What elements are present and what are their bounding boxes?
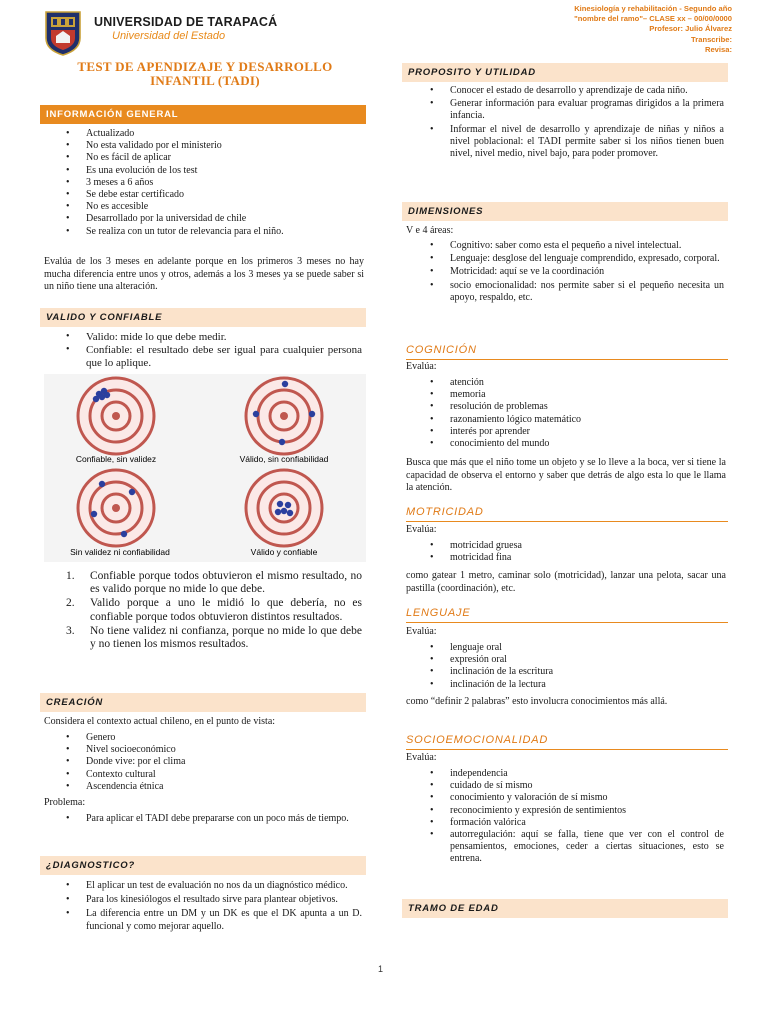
info-general-paragraph: Evalúa de los 3 meses en adelante porque en los primeros 3 meses no hay mucha diferencia entre unos y otros, además a los 3 meses ya se puede saber si un niño tiene una alteración. [44, 256, 364, 292]
dimensiones-list [426, 240, 724, 304]
section-heading-lenguaje: LENGUAJE [406, 607, 728, 623]
list-item: • Motricidad: aquí se ve la coordinación [426, 266, 724, 278]
section-heading-motricidad: MOTRICIDAD [406, 506, 728, 522]
creacion-intro: Considera el contexto actual chileno, en el punto de vista: [44, 716, 276, 727]
list-item: • Para aplicar el TADI debe prepararse con un poco más de tiempo. [62, 813, 362, 825]
list-item: • interés por aprender [426, 426, 724, 438]
transcriber-line: Transcribe: [691, 34, 732, 44]
list-item: • Confiable: el resultado debe ser igual para cualquier persona que lo aplique. [62, 344, 362, 370]
section-heading-diagnostico: ¿DIAGNOSTICO? [40, 856, 366, 875]
list-item: • independencia [426, 768, 724, 780]
motricidad-list [426, 540, 724, 564]
list-item: • motricidad fina [426, 552, 724, 564]
course-line: Kinesiología y rehabilitación - Segundo año [574, 4, 732, 13]
target-valid-not-reliable [246, 378, 322, 454]
list-item: • cuidado de sí mismo [426, 780, 724, 792]
list-item: • Se debe estar certificado [62, 189, 362, 201]
course-info [574, 4, 732, 55]
evalua-label: Evalúa: [406, 524, 437, 535]
list-item: • socio emocionalidad: nos permite saber si el pequeño necesita un apoyo, respaldo, etc. [426, 280, 724, 304]
university-logo-icon [44, 10, 82, 56]
list-item: • El aplicar un test de evaluación no nos da un diagnóstico médico. [62, 880, 362, 892]
list-item: • No esta validado por el ministerio [62, 140, 362, 152]
list-item: • La diferencia entre un DM y un DK es que el DK apunta a un D. funcional y como mejorar aquello. [62, 908, 362, 932]
list-item: • Para los kinesiólogos el resultado sirve para plantear objetivos. [62, 894, 362, 906]
evalua-label: Evalúa: [406, 626, 437, 637]
diagnostico-list [62, 880, 362, 933]
cognicion-list [426, 377, 724, 450]
list-item: • inclinación de la escritura [426, 666, 724, 678]
page-number: 1 [378, 964, 384, 974]
list-item: • Nivel socioeconómico [62, 744, 362, 756]
list-item: • Contexto cultural [62, 769, 362, 781]
figure-label: Sin validez ni confiabilidad [70, 547, 170, 557]
title-line: INFANTIL (TADI) [150, 73, 260, 89]
university-subtitle: Universidad del Estado [112, 30, 226, 42]
section-heading-valido: VALIDO Y CONFIABLE [40, 308, 366, 327]
list-item: • atención [426, 377, 724, 389]
figure-label: Válido y confiable [250, 547, 318, 557]
list-item: • Valido: mide lo que debe medir. [62, 331, 362, 344]
list-item: • motricidad gruesa [426, 540, 724, 552]
numbered-item: 2. Valido porque a uno le midió lo que debería, no es confiable porque todos obtuvieron distintos resultados. [66, 597, 362, 623]
evalua-label: Evalúa: [406, 361, 437, 372]
section-heading-info-general: INFORMACIÓN GENERAL [40, 105, 366, 124]
target-reliable-not-valid [78, 378, 154, 454]
list-item: • expresión oral [426, 654, 724, 666]
course-line: "nombre del ramo"– CLASE xx – 00/00/0000 [574, 14, 732, 24]
lenguaje-paragraph: como “definir 2 palabras” esto involucra conocimientos más allá. [406, 696, 668, 707]
list-item: • razonamiento lógico matemático [426, 414, 724, 426]
problema-list [62, 813, 362, 825]
section-heading-tramo: TRAMO DE EDAD [402, 899, 728, 918]
list-item: • Cognitivo: saber como esta el pequeño a nivel intelectual. [426, 240, 724, 252]
list-item: • inclinación de la lectura [426, 679, 724, 691]
numbered-item: 3. No tiene validez ni confianza, porque no mide lo que debe y no tienen los mismos resultados. [66, 624, 362, 651]
professor-line: Profesor: Julio Álvarez [649, 24, 732, 34]
target-valid-and-reliable [246, 470, 322, 546]
list-item: • autorregulación: aquí se falla, tiene que ver con el control de pensamientos, emociones, ceder a ciertas situaciones, esto se entrena. [426, 829, 724, 866]
dimensiones-intro: V e 4 áreas: [406, 225, 454, 236]
list-item: • Informar el nivel de desarrollo y aprendizaje de niñas y niños a nivel poblacional: el TADI permite saber si los niños tienen buen nivel, nivel medio, nivel bajo, para poder promover. [426, 124, 724, 161]
validity-reliability-figure [44, 374, 366, 562]
list-item: • Es una evolución de los test [62, 165, 362, 177]
list-item: • Desarrollado por la universidad de chile [62, 213, 362, 225]
list-item: • Se realiza con un tutor de relevancia para el niño. [62, 226, 362, 238]
list-item: • Actualizado [62, 128, 362, 140]
list-item: • conocimiento del mundo [426, 438, 724, 450]
list-item: • formación valórica [426, 817, 724, 829]
list-item: • conocimiento y valoración de sí mismo [426, 792, 724, 804]
valido-numbered-list [66, 570, 362, 652]
reviewer-line: Revisa: [704, 44, 732, 54]
section-heading-cognicion: COGNICIÓN [406, 344, 728, 360]
section-heading-dimensiones: DIMENSIONES [402, 202, 728, 221]
figure-label: Válido, sin confiabilidad [239, 454, 329, 464]
section-heading-socioemocionalidad: SOCIOEMOCIONALIDAD [406, 734, 728, 750]
list-item: • No es accesible [62, 201, 362, 213]
university-name: UNIVERSIDAD DE TARAPACÁ [94, 15, 278, 29]
numbered-item: 1. Confiable porque todos obtuvieron el mismo resultado, no es valido porque no mide lo que debe. [66, 570, 362, 596]
document-title [46, 60, 364, 89]
motricidad-paragraph: como gatear 1 metro, caminar solo (motricidad), lanzar una pelota, sacar una pastilla (coordinación), etc. [406, 570, 726, 594]
info-general-list [62, 128, 362, 238]
list-item: • lenguaje oral [426, 642, 724, 654]
creacion-list [62, 732, 362, 793]
lenguaje-list [426, 642, 724, 691]
list-item: • Conocer el estado de desarrollo y aprendizaje de cada niño. [426, 85, 724, 97]
target-neither [78, 470, 154, 546]
list-item: • 3 meses a 6 años [62, 177, 362, 189]
list-item: • Generar información para evaluar programas dirigidos a la primera infancia. [426, 98, 724, 122]
list-item: • Lenguaje: desglose del lenguaje comprendido, expresado, corporal. [426, 253, 724, 265]
list-item: • memoria [426, 389, 724, 401]
figure-label: Confiable, sin validez [75, 454, 157, 464]
list-item: • Donde vive: por el clima [62, 756, 362, 768]
section-heading-proposito: PROPOSITO Y UTILIDAD [402, 63, 728, 82]
evalua-label: Evalúa: [406, 752, 437, 763]
title-line: TEST DE APENDIZAJE Y DESARROLLO [77, 59, 333, 74]
list-item: • No es fácil de aplicar [62, 152, 362, 164]
valido-list [62, 331, 362, 371]
cognicion-paragraph: Busca que más que el niño tome un objeto y se lo lleve a la boca, ver si tiene la capacidad de observa el entorno y saber que detrás de algo esta lo que le llama la atención. [406, 457, 726, 493]
list-item: • Ascendencia étnica [62, 781, 362, 793]
proposito-list [426, 85, 724, 160]
list-item: • resolución de problemas [426, 401, 724, 413]
section-heading-creacion: CREACIÓN [40, 693, 366, 712]
list-item: • Genero [62, 732, 362, 744]
list-item: • reconocimiento y expresión de sentimientos [426, 805, 724, 817]
socio-list [426, 768, 724, 866]
problema-label: Problema: [44, 797, 86, 808]
